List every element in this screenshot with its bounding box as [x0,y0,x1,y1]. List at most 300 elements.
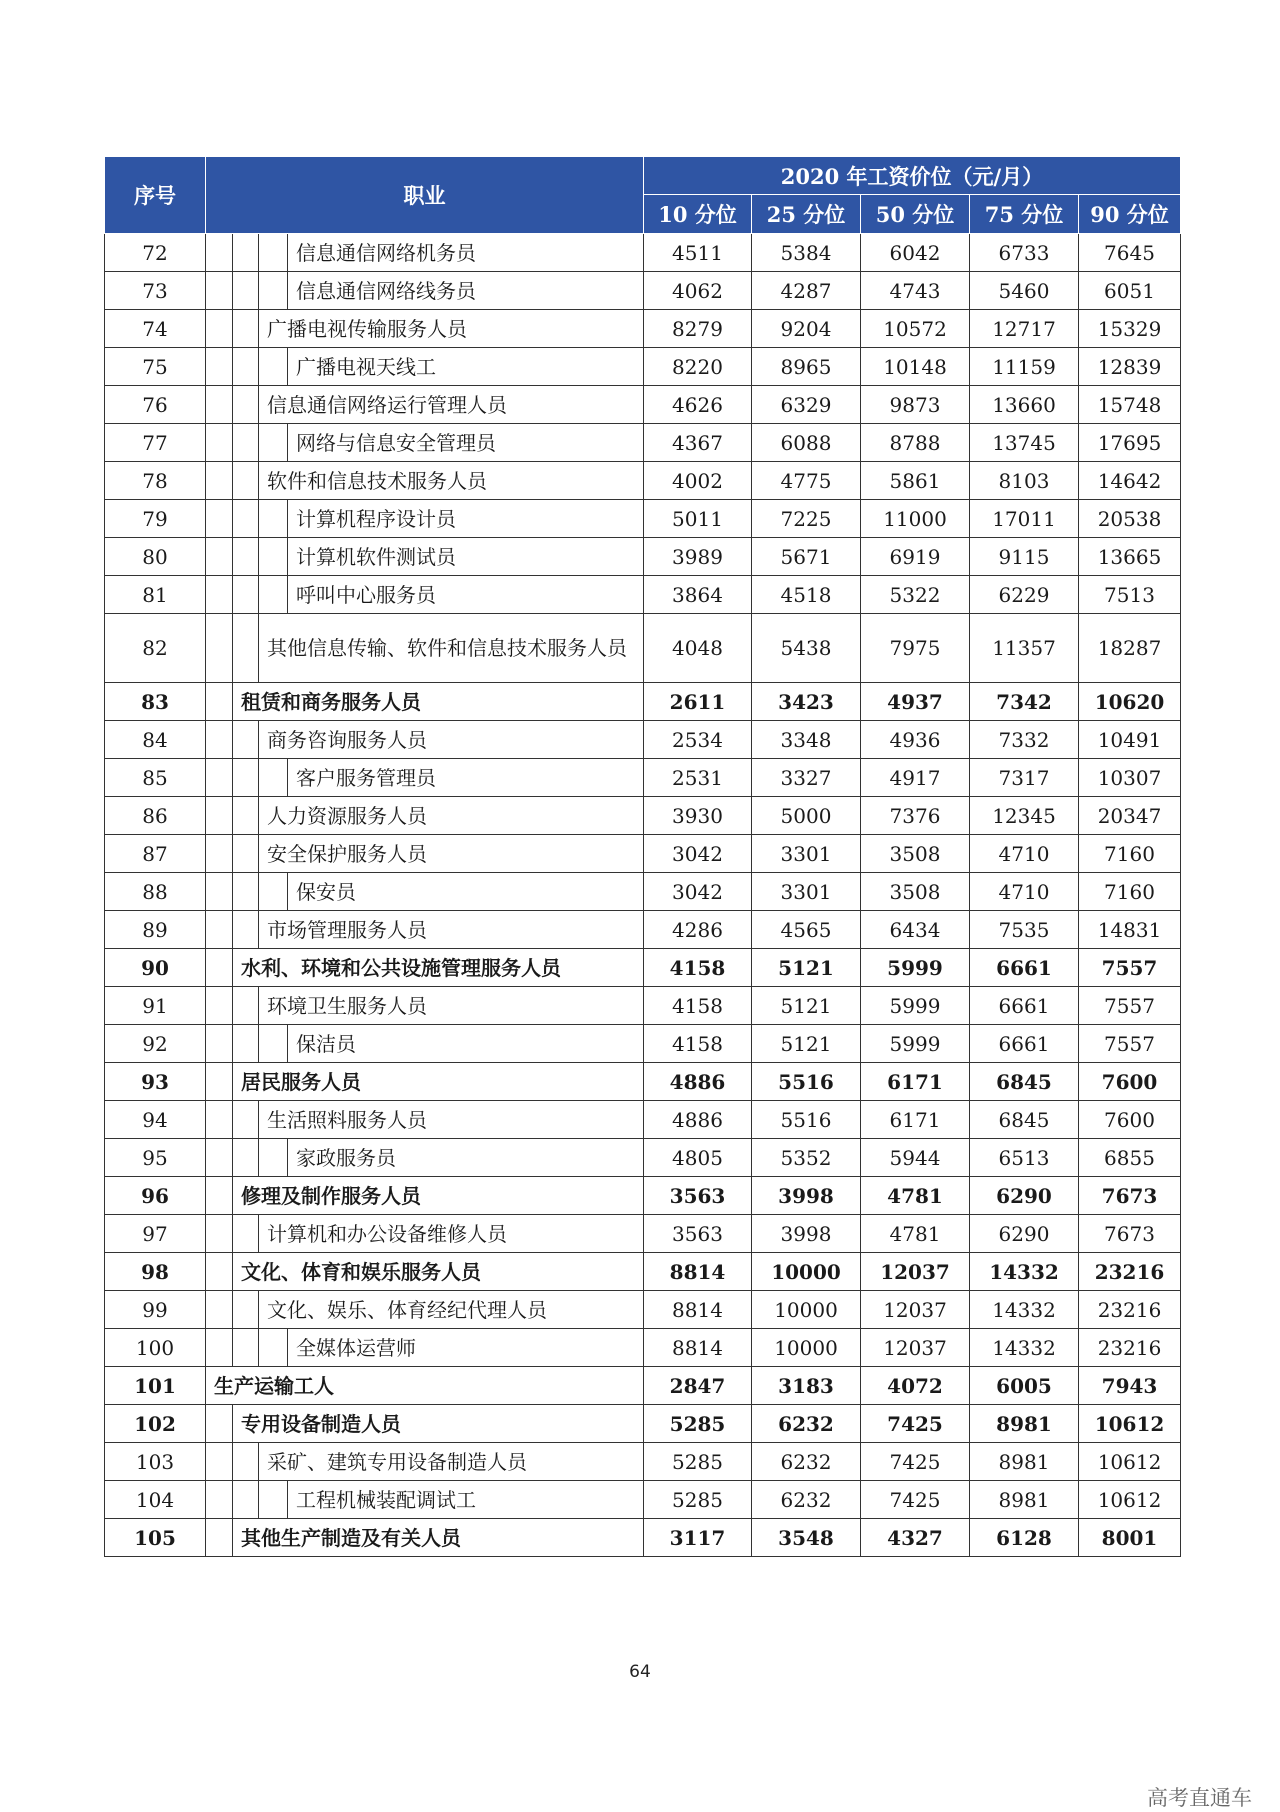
indent-cell [233,1215,259,1253]
row-seq: 95 [105,1139,206,1177]
row-seq: 80 [105,538,206,576]
row-p25: 6088 [752,424,861,462]
row-p50: 7376 [861,797,970,835]
indent-cell [206,538,233,576]
row-p75: 7317 [970,759,1079,797]
indent-cell [233,873,259,911]
row-p25: 5671 [752,538,861,576]
row-p75: 8981 [970,1405,1079,1443]
row-p75: 8981 [970,1443,1079,1481]
indent-cell [233,310,259,348]
row-seq: 98 [105,1253,206,1291]
row-p25: 5516 [752,1101,861,1139]
row-seq: 86 [105,797,206,835]
row-occupation: 安全保护服务人员 [259,835,644,873]
indent-cell [233,576,259,614]
row-seq: 92 [105,1025,206,1063]
row-p10: 4886 [644,1063,752,1101]
indent-cell [206,873,233,911]
row-p10: 5285 [644,1481,752,1519]
row-p50: 7975 [861,614,970,683]
indent-cell [259,348,288,386]
row-p10: 8279 [644,310,752,348]
indent-cell [206,462,233,500]
row-occupation: 其他生产制造及有关人员 [233,1519,644,1557]
row-p90: 15748 [1079,386,1181,424]
row-p75: 6733 [970,234,1079,272]
indent-cell [259,538,288,576]
row-p75: 14332 [970,1253,1079,1291]
row-p50: 10572 [861,310,970,348]
row-p25: 5121 [752,987,861,1025]
row-p75: 8103 [970,462,1079,500]
row-p75: 14332 [970,1291,1079,1329]
row-p10: 3930 [644,797,752,835]
header-p10: 10 分位 [644,195,752,234]
row-p25: 6232 [752,1405,861,1443]
row-p25: 3183 [752,1367,861,1405]
row-p25: 3301 [752,873,861,911]
row-p25: 5438 [752,614,861,683]
row-occupation: 信息通信网络机务员 [288,234,644,272]
row-p50: 5861 [861,462,970,500]
row-p75: 9115 [970,538,1079,576]
row-p90: 7160 [1079,835,1181,873]
row-seq: 77 [105,424,206,462]
row-p75: 6661 [970,949,1079,987]
row-p25: 3327 [752,759,861,797]
row-p10: 8220 [644,348,752,386]
row-p50: 3508 [861,835,970,873]
table-row [105,835,1181,873]
row-seq: 85 [105,759,206,797]
indent-cell [233,1329,259,1367]
row-p75: 7332 [970,721,1079,759]
row-p25: 5121 [752,949,861,987]
row-p50: 5999 [861,1025,970,1063]
row-seq: 91 [105,987,206,1025]
row-occupation: 其他信息传输、软件和信息技术服务人员 [259,614,644,683]
row-p10: 5011 [644,500,752,538]
row-p90: 20347 [1079,797,1181,835]
row-seq: 90 [105,949,206,987]
indent-cell [259,576,288,614]
table-row [105,683,1181,721]
indent-cell [259,234,288,272]
row-p50: 4781 [861,1177,970,1215]
table-row [105,500,1181,538]
row-p75: 8981 [970,1481,1079,1519]
indent-cell [206,1291,233,1329]
row-p90: 8001 [1079,1519,1181,1557]
indent-cell [206,1481,233,1519]
table-row [105,576,1181,614]
row-p90: 7600 [1079,1063,1181,1101]
table-row [105,1063,1181,1101]
row-p75: 6845 [970,1101,1079,1139]
table-row [105,386,1181,424]
row-p90: 12839 [1079,348,1181,386]
indent-cell [206,614,233,683]
row-p50: 4937 [861,683,970,721]
indent-cell [259,500,288,538]
indent-cell [233,835,259,873]
row-p50: 4781 [861,1215,970,1253]
page-number: 64 [629,1662,651,1682]
row-p75: 6290 [970,1215,1079,1253]
row-p75: 13660 [970,386,1079,424]
indent-cell [206,1177,233,1215]
indent-cell [206,683,233,721]
row-p50: 8788 [861,424,970,462]
row-p75: 11357 [970,614,1079,683]
indent-cell [206,234,233,272]
row-p75: 12717 [970,310,1079,348]
row-seq: 87 [105,835,206,873]
row-p75: 6661 [970,987,1079,1025]
indent-cell [259,272,288,310]
header-p50: 50 分位 [861,195,970,234]
row-seq: 104 [105,1481,206,1519]
row-p90: 10612 [1079,1443,1181,1481]
row-seq: 73 [105,272,206,310]
row-p25: 5121 [752,1025,861,1063]
row-seq: 99 [105,1291,206,1329]
indent-cell [206,797,233,835]
row-occupation: 专用设备制造人员 [233,1405,644,1443]
row-seq: 103 [105,1443,206,1481]
row-p90: 7513 [1079,576,1181,614]
table-row [105,721,1181,759]
row-seq: 74 [105,310,206,348]
watermark: 高考直通车 [1147,1786,1252,1810]
row-p50: 12037 [861,1329,970,1367]
indent-cell [259,424,288,462]
row-p25: 5384 [752,234,861,272]
row-p25: 6329 [752,386,861,424]
row-p90: 23216 [1079,1329,1181,1367]
indent-cell [233,500,259,538]
indent-cell [259,873,288,911]
row-p25: 6232 [752,1481,861,1519]
row-seq: 78 [105,462,206,500]
row-p10: 4626 [644,386,752,424]
row-occupation: 网络与信息安全管理员 [288,424,644,462]
row-occupation: 租赁和商务服务人员 [233,683,644,721]
row-p50: 5999 [861,987,970,1025]
row-p50: 6171 [861,1101,970,1139]
row-p25: 9204 [752,310,861,348]
indent-cell [206,835,233,873]
row-p50: 10148 [861,348,970,386]
indent-cell [259,1481,288,1519]
row-p10: 2531 [644,759,752,797]
row-p90: 7943 [1079,1367,1181,1405]
indent-cell [259,1025,288,1063]
table-row [105,1481,1181,1519]
row-p25: 10000 [752,1291,861,1329]
row-occupation: 全媒体运营师 [288,1329,644,1367]
table-row [105,462,1181,500]
row-p50: 6042 [861,234,970,272]
row-p50: 6434 [861,911,970,949]
row-occupation: 居民服务人员 [233,1063,644,1101]
row-p10: 4158 [644,949,752,987]
row-p10: 2847 [644,1367,752,1405]
indent-cell [233,797,259,835]
header-p90: 90 分位 [1079,195,1181,234]
row-p90: 14642 [1079,462,1181,500]
table-body [105,234,1181,1557]
indent-cell [206,424,233,462]
row-p25: 3301 [752,835,861,873]
table-row [105,1405,1181,1443]
row-occupation: 信息通信网络线务员 [288,272,644,310]
row-seq: 72 [105,234,206,272]
row-p75: 5460 [970,272,1079,310]
indent-cell [233,272,259,310]
row-seq: 101 [105,1367,206,1405]
table-row [105,348,1181,386]
indent-cell [233,424,259,462]
row-p90: 23216 [1079,1253,1181,1291]
row-p10: 8814 [644,1253,752,1291]
row-p25: 4287 [752,272,861,310]
indent-cell [206,576,233,614]
row-p50: 3508 [861,873,970,911]
header-wage-title: 2020 年工资价位（元/月） [644,157,1181,195]
row-p50: 11000 [861,500,970,538]
table-row [105,911,1181,949]
row-p10: 3989 [644,538,752,576]
row-p75: 6290 [970,1177,1079,1215]
row-occupation: 广播电视传输服务人员 [259,310,644,348]
row-occupation: 计算机软件测试员 [288,538,644,576]
row-p25: 4775 [752,462,861,500]
row-p25: 3548 [752,1519,861,1557]
table-row [105,234,1181,272]
row-p75: 13745 [970,424,1079,462]
row-p50: 4327 [861,1519,970,1557]
table-row [105,1443,1181,1481]
table-row [105,1101,1181,1139]
row-p90: 6855 [1079,1139,1181,1177]
table-row [105,1291,1181,1329]
table-row [105,1329,1181,1367]
indent-cell [206,987,233,1025]
indent-cell [233,721,259,759]
row-p10: 4158 [644,987,752,1025]
row-p90: 20538 [1079,500,1181,538]
row-p75: 6845 [970,1063,1079,1101]
row-p75: 7342 [970,683,1079,721]
row-seq: 79 [105,500,206,538]
row-p90: 7557 [1079,987,1181,1025]
header-seq: 序号 [105,157,206,234]
row-seq: 84 [105,721,206,759]
row-occupation: 人力资源服务人员 [259,797,644,835]
indent-cell [233,386,259,424]
row-occupation: 计算机程序设计员 [288,500,644,538]
table-row [105,949,1181,987]
row-occupation: 文化、体育和娱乐服务人员 [233,1253,644,1291]
row-p90: 10620 [1079,683,1181,721]
row-p90: 15329 [1079,310,1181,348]
row-p25: 4565 [752,911,861,949]
row-p90: 7600 [1079,1101,1181,1139]
row-p25: 5352 [752,1139,861,1177]
row-seq: 100 [105,1329,206,1367]
row-p75: 12345 [970,797,1079,835]
row-seq: 82 [105,614,206,683]
row-p90: 13665 [1079,538,1181,576]
row-seq: 102 [105,1405,206,1443]
row-seq: 89 [105,911,206,949]
row-p90: 18287 [1079,614,1181,683]
indent-cell [206,272,233,310]
row-occupation: 计算机和办公设备维修人员 [259,1215,644,1253]
row-occupation: 商务咨询服务人员 [259,721,644,759]
indent-cell [206,1139,233,1177]
row-p90: 10612 [1079,1481,1181,1519]
row-p75: 7535 [970,911,1079,949]
row-p90: 7160 [1079,873,1181,911]
row-p75: 6229 [970,576,1079,614]
row-occupation: 家政服务员 [288,1139,644,1177]
indent-cell [233,1481,259,1519]
indent-cell [233,759,259,797]
indent-cell [259,1329,288,1367]
row-p25: 10000 [752,1253,861,1291]
row-p75: 6661 [970,1025,1079,1063]
table-row [105,1253,1181,1291]
row-occupation: 保安员 [288,873,644,911]
row-occupation: 市场管理服务人员 [259,911,644,949]
indent-cell [206,721,233,759]
row-p25: 3423 [752,683,861,721]
indent-cell [206,386,233,424]
indent-cell [206,1215,233,1253]
row-seq: 93 [105,1063,206,1101]
row-p75: 4710 [970,835,1079,873]
row-p10: 3117 [644,1519,752,1557]
row-p90: 7557 [1079,1025,1181,1063]
row-seq: 75 [105,348,206,386]
row-occupation: 水利、环境和公共设施管理服务人员 [233,949,644,987]
indent-cell [233,538,259,576]
indent-cell [233,911,259,949]
row-p10: 4805 [644,1139,752,1177]
indent-cell [206,1063,233,1101]
row-p25: 3998 [752,1215,861,1253]
row-occupation: 信息通信网络运行管理人员 [259,386,644,424]
row-occupation: 修理及制作服务人员 [233,1177,644,1215]
row-p10: 4062 [644,272,752,310]
row-p75: 11159 [970,348,1079,386]
row-occupation: 软件和信息技术服务人员 [259,462,644,500]
indent-cell [233,462,259,500]
header-p25: 25 分位 [752,195,861,234]
row-seq: 83 [105,683,206,721]
indent-cell [233,348,259,386]
header-p75: 75 分位 [970,195,1079,234]
row-p10: 4158 [644,1025,752,1063]
indent-cell [233,1025,259,1063]
row-occupation: 呼叫中心服务员 [288,576,644,614]
row-p10: 8814 [644,1291,752,1329]
indent-cell [233,1443,259,1481]
row-p90: 17695 [1079,424,1181,462]
row-p10: 4886 [644,1101,752,1139]
row-p25: 10000 [752,1329,861,1367]
row-p50: 7425 [861,1481,970,1519]
row-p50: 5944 [861,1139,970,1177]
row-p90: 7673 [1079,1177,1181,1215]
row-p75: 17011 [970,500,1079,538]
row-seq: 96 [105,1177,206,1215]
indent-cell [206,1329,233,1367]
table-row [105,987,1181,1025]
row-p50: 4072 [861,1367,970,1405]
row-occupation: 保洁员 [288,1025,644,1063]
row-p75: 4710 [970,873,1079,911]
table-row [105,538,1181,576]
row-p25: 6232 [752,1443,861,1481]
row-p50: 5322 [861,576,970,614]
row-p50: 6919 [861,538,970,576]
row-p10: 5285 [644,1443,752,1481]
row-p90: 7557 [1079,949,1181,987]
row-p50: 4743 [861,272,970,310]
row-p10: 2534 [644,721,752,759]
row-p10: 3042 [644,835,752,873]
indent-cell [233,987,259,1025]
row-p25: 8965 [752,348,861,386]
table-row [105,614,1181,683]
indent-cell [233,1101,259,1139]
row-p25: 4518 [752,576,861,614]
row-p25: 5516 [752,1063,861,1101]
indent-cell [206,1405,233,1443]
table-row [105,759,1181,797]
row-occupation: 工程机械装配调试工 [288,1481,644,1519]
table-row [105,873,1181,911]
table-row [105,1367,1181,1405]
row-p10: 4048 [644,614,752,683]
table-row [105,424,1181,462]
row-occupation: 采矿、建筑专用设备制造人员 [259,1443,644,1481]
row-p50: 4936 [861,721,970,759]
row-p10: 3042 [644,873,752,911]
wage-table [104,156,1181,1557]
row-p25: 7225 [752,500,861,538]
row-p90: 7673 [1079,1215,1181,1253]
row-p10: 3563 [644,1215,752,1253]
indent-cell [206,1443,233,1481]
row-p90: 10491 [1079,721,1181,759]
table-row [105,1215,1181,1253]
row-p10: 8814 [644,1329,752,1367]
table-row [105,310,1181,348]
row-p90: 14831 [1079,911,1181,949]
row-seq: 94 [105,1101,206,1139]
table-row [105,1025,1181,1063]
row-p90: 7645 [1079,234,1181,272]
row-p75: 6128 [970,1519,1079,1557]
indent-cell [233,1291,259,1329]
row-p50: 9873 [861,386,970,424]
row-p10: 4367 [644,424,752,462]
